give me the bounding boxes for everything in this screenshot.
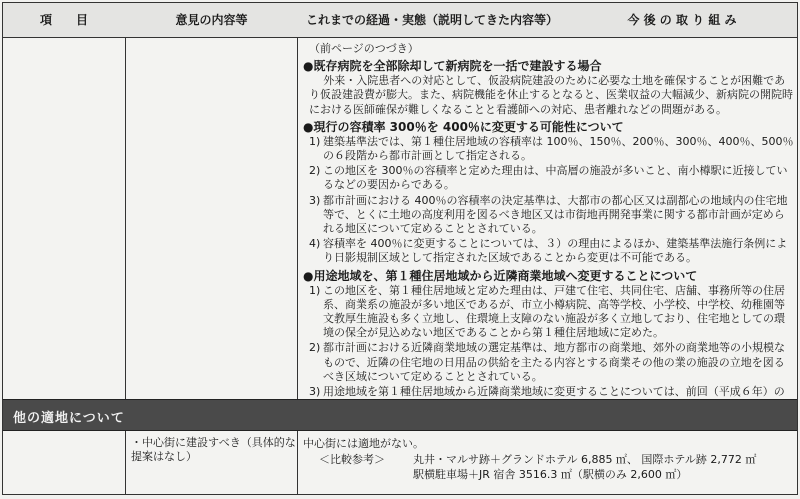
item-text: この地区を、第１種住居地域と定めた理由は、戸建て住宅、共同住宅、店舗、事務所等の住居系、商業系の施設が多い地区であるが、市立小樽病院、高等学校、小学校、中学校、幼稚園等文教厚生施設も多く立地し、住環境上支障のない施設が多く立地しており、住宅地としての環境の保全が見込めない地区であることから第１種住居地域に定めた。 (323, 283, 785, 340)
comparison-items (413, 452, 795, 482)
header-item: 項 目 (39, 13, 88, 27)
header-opinion: 意見の内容等 (175, 13, 248, 27)
item-text: 建築基準法では、第１種住居地域の容積率は 100％、150％、200％、300％、400％、500％の６段階から都市計画として指定される。 (323, 134, 794, 163)
item-text: 容積率を 400％に変更することについては、３）の理由によるほか、建築基準法施行条例により日影規制区域として指定された区域であることから変更は不可能である。 (323, 237, 788, 265)
header-future: 今 後 の 取 り 組 み (627, 13, 737, 27)
section-title: ●現行の容積率 300％を 400％に変更する可能性について (303, 119, 624, 134)
item-number: 1) (309, 134, 321, 148)
header-history: これまでの経過・実態（説明してきた内容等） (305, 13, 558, 27)
item-number: 2) (309, 164, 321, 178)
item-number: 2) (309, 341, 321, 355)
comparison-line: 丸井・マルサ跡＋グランドホテル 6,885 ㎡、 国際ホテル跡 2,772 ㎡ (413, 453, 757, 466)
item-text: この地区を 300％の容積率と定めた理由は、中高層の施設が多いこと、南小樽駅に近接しているなどの要因からである。 (323, 164, 788, 192)
continued-note: （前ページのつづき） (309, 42, 419, 55)
section-floor-area-ratio (303, 120, 795, 266)
item-text: 都市計画における近隣商業地域の選定基準は、地方都市の商業地、郊外の商業地等の小規模なもので、近隣の住宅地の日用品の供給を主たる内容とする商業その他の業の施設の立地を図るべき区域について定めることとされている。 (323, 341, 785, 383)
section-band-other-site (3, 399, 797, 431)
table-header (3, 3, 797, 38)
item-text: 都市計画における 400％の容積率の決定基準は、大都市の都心区又は副都心の地域内の住宅地等で、とくに土地の高度利用を図るべき地区又は市街地再開発事業に関する都市計画が定められる地区について定めることとされている。 (323, 193, 788, 236)
list-item (309, 284, 795, 341)
section-title: ●用途地域を、第１種住居地域から近隣商業地域へ変更することについて (303, 268, 698, 283)
document-sheet (2, 2, 798, 495)
item-number: 4) (309, 237, 321, 251)
list-item (309, 164, 795, 192)
comparison-line: 駅横駐車場＋JR 宿舎 3516.3 ㎡（駅横のみ 2,600 ㎡） (413, 468, 688, 481)
item-number: 3) (309, 193, 321, 207)
other-site-label: 他の適地について (13, 411, 125, 426)
answer-text: 中心街には適地がない。 (303, 437, 424, 450)
list-item (309, 194, 795, 237)
list-item (309, 135, 795, 163)
item-text: 用途地域を第１種住居地域から近隣商業地域に変更することについては、前回（平成６年）の (323, 385, 785, 399)
main-row (3, 38, 797, 398)
section-body: 外来・入院患者への対応として、仮設病院建設のために必要な土地を確保することが困難であり仮設建設費が膨大。また、病院機能を休止するとなると、医業収益の大幅減少、新病院の開院時における医師確保が難しくなることと看護師への対応、患者離れなどの問題がある。 (309, 74, 793, 116)
section-title: ●既存病院を全部除却して新病院を一括で建設する場合 (303, 59, 602, 74)
opinion-text: ・中心街に建設すべき（具体的な提案はなし） (131, 436, 296, 463)
item-number: 3) (309, 385, 321, 399)
item-number: 1) (309, 283, 321, 297)
comparison-label: ＜比較参考＞ (319, 453, 385, 466)
comparison-block (303, 452, 795, 482)
list-item (309, 341, 795, 384)
section-bulk-rebuild (303, 59, 795, 117)
bottom-row (3, 430, 797, 495)
history-content (303, 42, 795, 429)
list-item (309, 237, 795, 265)
bottom-history-content (303, 436, 795, 482)
